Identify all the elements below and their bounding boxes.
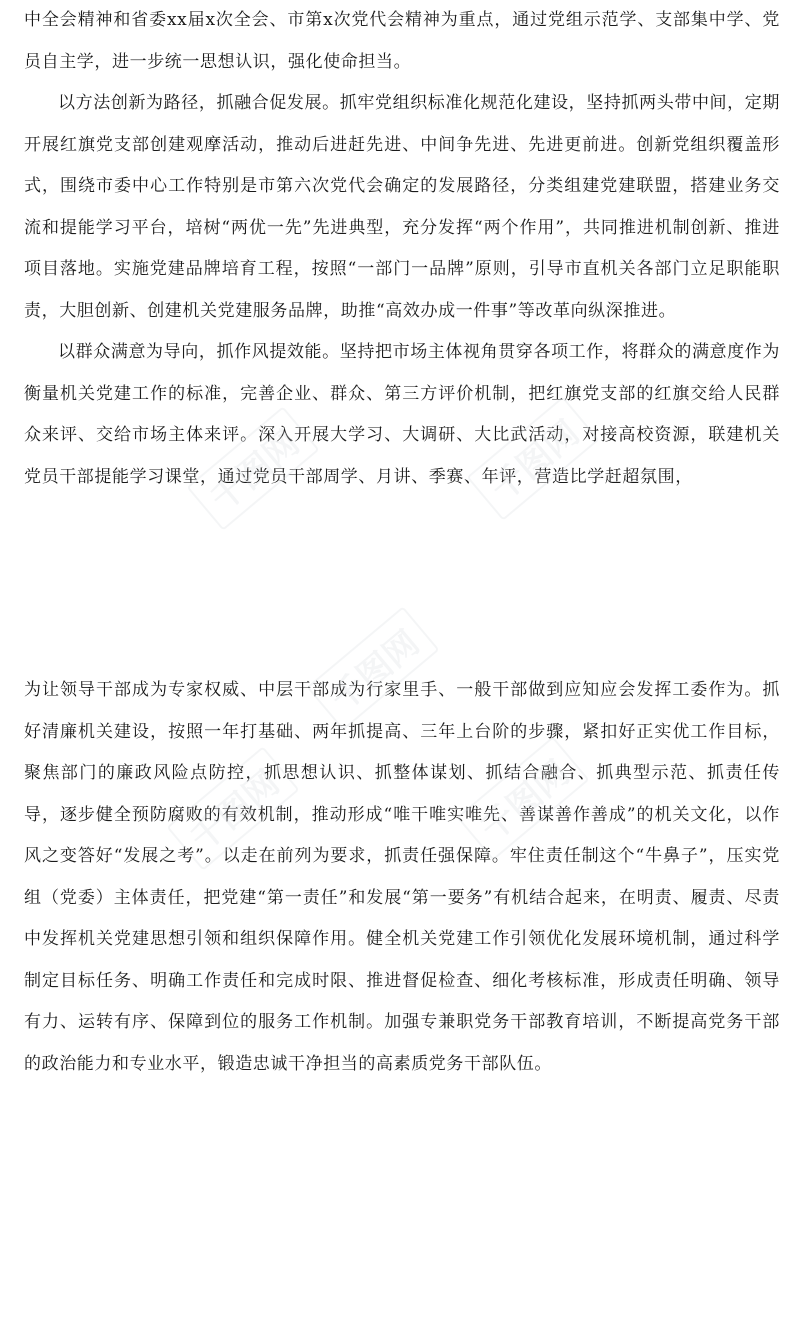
paragraph-method-innovation: 以方法创新为路径，抓融合促发展。抓牢党组织标准化规范化建设，坚持抓两头带中间，定期开展红旗党支部创建观摩活动，推动后进赶先进、中间争先进、先进更前进。创新党组织覆盖形式，围绕市委中心工作特别是市第六次党代会确定的发展路径，分类组建党建联盟，搭建业务交流和提能学习平台，培树“两优一先”先进典型，充分发挥“两个作用”，共同推进机制创新、推进项目落地。实施党建品牌培育工程，按照“一部门一品牌”原则，引导市直机关各部门立足职能职责，大胆创新、创建机关党建服务品牌，助推“高效办成一件事”等改革向纵深推进。	[24, 93, 780, 321]
text-block-top	[24, 0, 780, 498]
watermark-logo: 千图网	[306, 606, 439, 731]
watermark-logo: 千图网	[456, 736, 589, 861]
paragraph-public-satisfaction: 以群众满意为导向，抓作风提效能。坚持把市场主体视角贯穿各项工作，将群众的满意度作为衡量机关党建工作的标准，完善企业、群众、第三方评价机制，把红旗党支部的红旗交给人民群众来评、交给市场主体来评。深入开展大学习、大调研、大比武活动，对接高校资源，联建机关党员干部提能学习课堂，通过党员干部周学、月讲、季赛、年评，营造比学赶超氛围，	[24, 342, 780, 487]
watermark-logo: 千图网	[166, 746, 299, 871]
text-block-bottom	[24, 670, 780, 1085]
watermark-logo: 千图网	[466, 396, 599, 521]
paragraph-continuation: 中全会精神和省委xx届x次全会、市第x次党代会精神为重点，通过党组示范学、支部集中学、党员自主学，进一步统一思想认识，强化使命担当。	[24, 10, 780, 72]
paragraph-clean-government: 为让领导干部成为专家权威、中层干部成为行家里手、一般干部做到应知应会发挥工委作为。抓好清廉机关建设，按照一年打基础、两年抓提高、三年上台阶的步骤，紧扣好正实优工作目标，聚焦部门的廉政风险点防控，抓思想认识、抓整体谋划、抓结合融合、抓典型示范、抓责任传导，逐步健全预防腐败的有效机制，推动形成“唯干唯实唯先、善谋善作善成”的机关文化，以作风之变答好“发展之考”。以走在前列为要求，抓责任强保障。牢住责任制这个“牛鼻子”，压实党组（党委）主体责任，把党建“第一责任”和发展“第一要务”有机结合起来，在明责、履责、尽责中发挥机关党建思想引领和组织保障作用。健全机关党建工作引领优化发展环境机制，通过科学制定目标任务、明确工作责任和完成时限、推进督促检查、细化考核标准，形成责任明确、领导有力、运转有序、保障到位的服务工作机制。加强专兼职党务干部教育培训，不断提高党务干部的政治能力和专业水平，锻造忠诚干净担当的高素质党务干部队伍。	[24, 680, 780, 1074]
watermark-logo: 千图网	[186, 406, 319, 531]
